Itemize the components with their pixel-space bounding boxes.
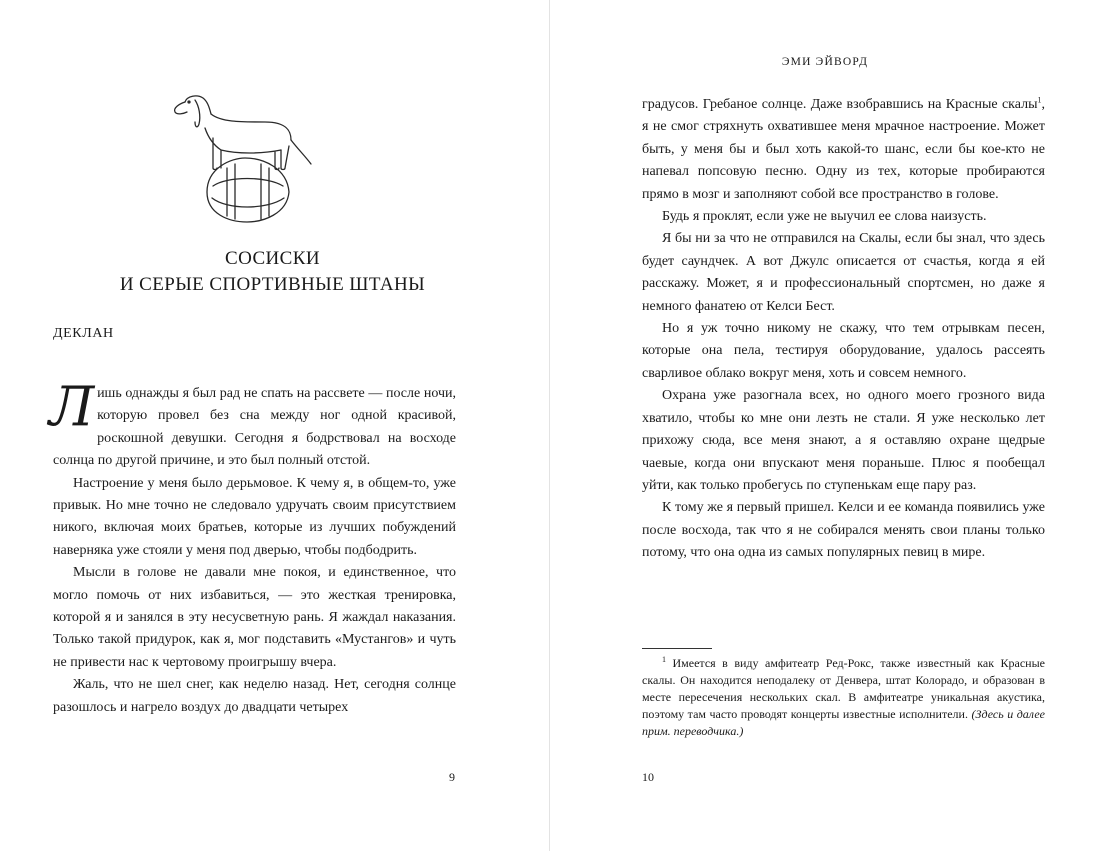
paragraph: Будь я проклят, если уже не выучил ее слова наизусть. <box>662 209 987 225</box>
paragraph: Настроение у меня было дерьмовое. К чему я, в общем-то, уже привык. Но мне точно не следовало удручать своим присутствием никого, включая моих братьев, которые из лучших побуждений наверняка уже стояли у меня под дверью, чтобы подбодрить. <box>53 475 456 558</box>
paragraph-text: ишь однажды я был рад не спать на рассвете — после ночи, которую провел без сна между ног одной красивой, роскошной девушки. Сегодня я бодрствовал на восходе солнца по другой причине, и это был полный отстой. <box>53 386 456 469</box>
right-page-body <box>642 94 1045 565</box>
left-page-body <box>49 375 456 719</box>
footnote-ref[interactable]: 1 <box>1037 95 1042 105</box>
paragraph: Мысли в голове не давали мне покоя, и единственное, что могло помочь от них избавиться, — это жесткая тренировка, которой я и занялся в эту несусветную рань. Я жаждал наказания. Только такой придурок, как я, мог подставить «Мустангов» и чуть не привести нас к чертовому проигрышу вчера. <box>53 565 456 670</box>
paragraph-text: , я не смог стряхнуть охватившее меня мрачное настроение. Может быть, у меня бы и был хоть какой-то шанс, если бы кое-кто не напевал попсовую песню. Одну из тех, которые пробираются прямо в мозг и заполняют собой все пространство в голове. <box>642 97 1045 202</box>
paragraph: К тому же я первый пришел. Келси и ее команда появились уже после восхода, так что я не собирался менять свои планы только потому, что она одна из самых популярных певиц в мире. <box>642 500 1045 561</box>
footnote-marker: 1 <box>662 655 666 664</box>
paragraph <box>49 375 456 473</box>
footnote-divider <box>642 648 712 649</box>
chapter-title-line-1: СОСИСКИ <box>225 248 320 269</box>
footnote-text: Имеется в виду амфитеатр Ред-Рокс, также известный как Красные скалы. Он находится неподалеку от Денвера, штат Колорадо, и образован в месте пересечения нескольких скал. В амфитеатре уникальная акустика, поэтому там часто проводят концерты известные исполнители. <box>642 656 1045 721</box>
left-page <box>0 0 549 851</box>
footnote <box>642 655 1045 740</box>
chapter-title <box>40 246 505 298</box>
chapter-title-line-2: И СЕРЫЕ СПОРТИВНЫЕ ШТАНЫ <box>119 274 426 295</box>
paragraph: Я бы ни за что не отправился на Скалы, если бы знал, что здесь будет саундчек. А вот Джулс описается от счастья, когда я ей расскажу. Может, я и профессиональный спортсмен, но даже я немного фанатею от Келси Бест. <box>642 231 1045 314</box>
page-number-left: 9 <box>449 770 455 784</box>
paragraph: Но я уж точно никому не скажу, что тем отрывкам песен, которые она пела, тестируя оборудование, удалось рассеять сварливое облако вокруг меня, хоть и совсем немного. <box>642 321 1045 381</box>
footnote-translator-note: (Здесь и далее прим. переводчика.) <box>642 707 1045 738</box>
pov-character-name: ДЕКЛАН <box>53 326 114 341</box>
paragraph-text: градусов. Гребаное солнце. Даже взобравшись на Красные скалы <box>642 97 1038 112</box>
drop-cap: Л <box>49 375 95 438</box>
paragraph: Жаль, что не шел снег, как неделю назад. Нет, сегодня солнце разошлось и нагрело воздух до двадцати четырех <box>53 677 456 715</box>
paragraph: Охрана уже разогнала всех, но одного моего грозного вида хватило, чтобы ко мне они лезть не стали. Я уже несколько лет прихожу сюда, все меня знают, а я оставляю охране щедрые чаевые, когда они впускают меня пораньше. Плюс я пообещал уйти, как только пробегусь по ступенькам еще пару раз. <box>642 388 1045 493</box>
page-number-right: 10 <box>642 770 654 784</box>
running-head: ЭМИ ЭЙВОРД <box>781 56 869 68</box>
paragraph <box>642 94 1045 206</box>
dachshund-on-football-icon <box>165 88 325 228</box>
